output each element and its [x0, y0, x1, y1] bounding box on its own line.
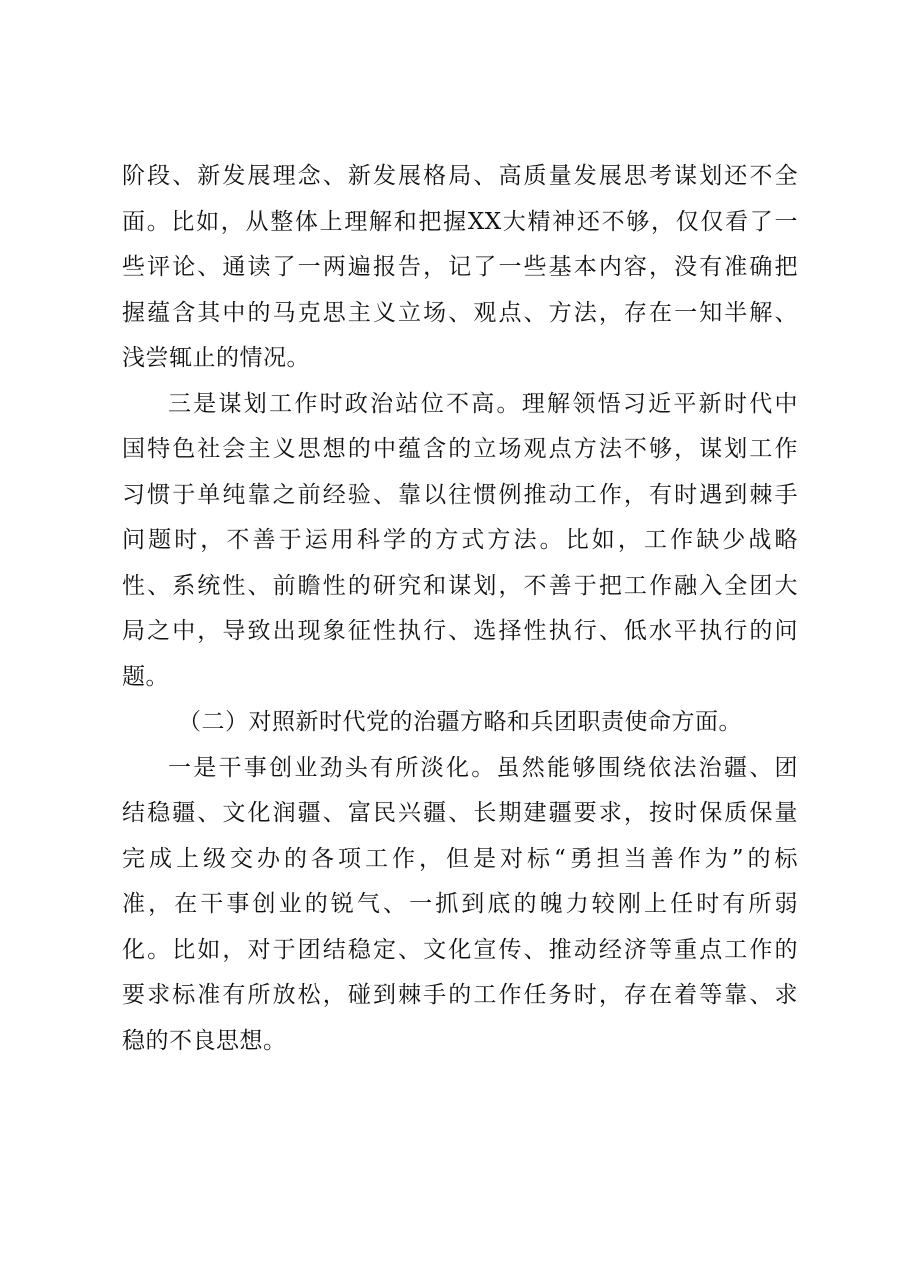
text-line: 问题时，不善于运用科学的方式方法。比如，工作缺少战略 [122, 527, 798, 553]
paragraph-first-line: 一是干事创业劲头有所淡化。虽然能够围绕依法治疆、团 [168, 754, 798, 781]
paragraph-first-line: 三是谋划工作时政治站位不高。理解领悟习近平新时代中 [168, 390, 798, 417]
text-line: 国特色社会主义思想的中蕴含的立场观点方法不够，谋划工作 [122, 436, 798, 462]
text-line: 握蕴含其中的马克思主义立场、观点、方法，存在一知半解、 [122, 299, 798, 326]
text-line: 些评论、通读了一两遍报告，记了一些基本内容，没有准确把 [122, 254, 798, 280]
text-line: 性、系统性、前瞻性的研究和谋划，不善于把工作融入全团大 [122, 572, 798, 599]
text-line: 局之中，导致出现象征性执行、选择性执行、低水平执行的问 [122, 618, 798, 644]
text-line: 化。比如，对于团结稳定、文化宣传、推动经济等重点工作的 [122, 936, 798, 963]
text-line: 题。 [122, 663, 169, 690]
text-line: 完成上级交办的各项工作，但是对标“勇担当善作为”的标 [122, 845, 798, 872]
text-line: 面。比如，从整体上理解和把握XX大精神还不够，仅仅看了一 [122, 208, 798, 235]
text-line: 阶段、新发展理念、新发展格局、高质量发展思考谋划还不全 [122, 163, 798, 189]
text-line: 结稳疆、文化润疆、富民兴疆、长期建疆要求，按时保质保量 [122, 800, 798, 826]
text-line: 准，在干事创业的锐气、一抓到底的魄力较刚上任时有所弱 [122, 891, 798, 917]
document-body [122, 154, 798, 1064]
text-line: 浅尝辄止的情况。 [122, 345, 310, 371]
text-line: 稳的不良思想。 [122, 1027, 287, 1054]
section-heading: （二）对照新时代党的治疆方略和兵团职责使命方面。 [178, 709, 742, 735]
text-line: 要求标准有所放松，碰到棘手的工作任务时，存在着等靠、求 [122, 982, 798, 1008]
text-line: 习惯于单纯靠之前经验、靠以往惯例推动工作，有时遇到棘手 [122, 481, 798, 508]
